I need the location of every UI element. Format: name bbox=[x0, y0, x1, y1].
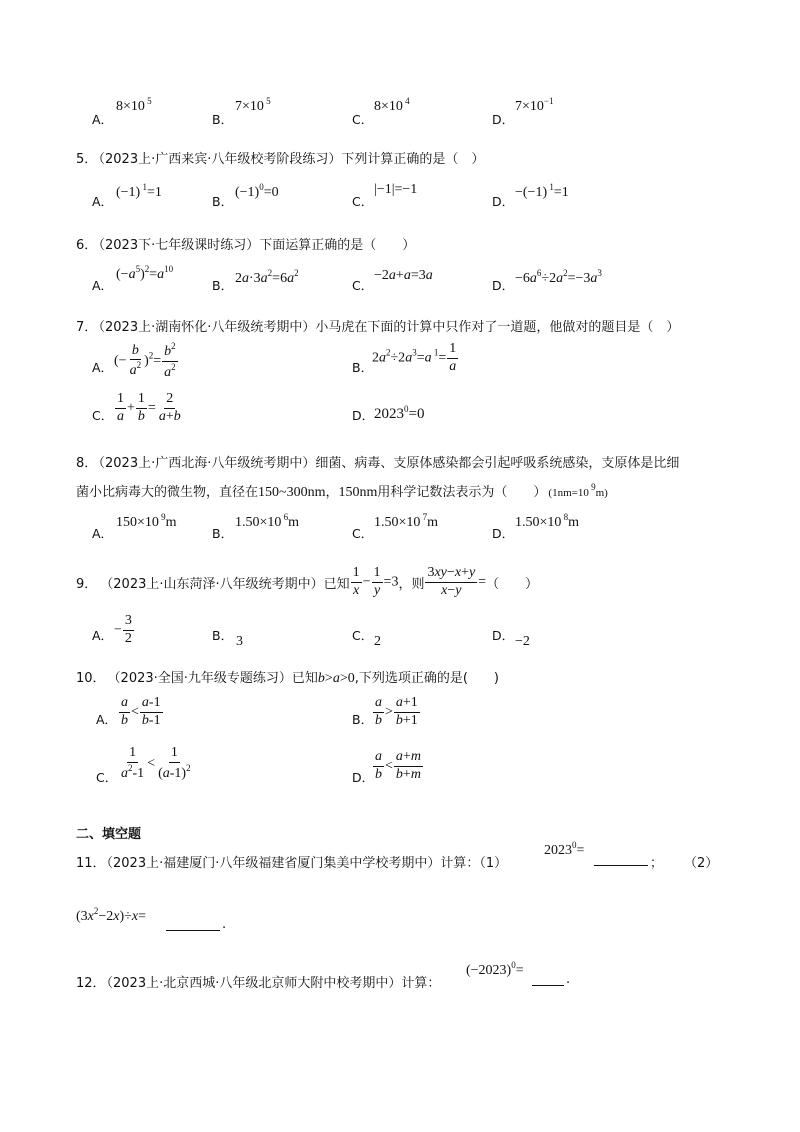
q6-option-b-math: $2a\cdot 3a^2=6a^2$ bbox=[235, 268, 299, 286]
q9-option-a-math: − $\frac{3}{2}$ bbox=[114, 613, 132, 646]
q7-text: （2023上·湖南怀化·八年级统考期中）小马虎在下面的计算中只作对了一道题，他做对的题目是（ ） bbox=[92, 320, 680, 335]
q7-option-d-math: $2023^0=0$ bbox=[374, 404, 425, 422]
q9-option-b-label: B． bbox=[212, 628, 234, 643]
q9-text-b: ，则 bbox=[398, 576, 425, 592]
q5-option-b-math: $(-1)^0=0$ bbox=[235, 182, 279, 200]
q6-option-c-math: −2a+a=3a bbox=[374, 268, 433, 283]
q5-option-a-label: A． bbox=[92, 194, 114, 209]
q5-option-d-label: D． bbox=[492, 194, 515, 209]
q12-text: （2023上·北京西城·八年级北京师大附中校考期中）计算： bbox=[100, 976, 441, 991]
q11-text: （2023上·福建厦门·八年级福建省厦门集美中学校考期中）计算：（1） bbox=[100, 856, 508, 871]
q8-option-a-math: 150×10 $^9$m bbox=[116, 512, 177, 530]
q10-stem bbox=[76, 667, 499, 687]
q7-option-d-label: D． bbox=[352, 408, 375, 423]
q11-part1-answer-blank[interactable] bbox=[594, 852, 648, 866]
q4-option-b-label: B． bbox=[212, 112, 234, 127]
q11-part2-answer-blank[interactable] bbox=[166, 917, 220, 931]
q8-range-math: 150~300nm bbox=[258, 485, 326, 500]
q4-option-a-math: 8×10 $^5$ bbox=[116, 96, 152, 114]
q6-option-c-label: C． bbox=[352, 278, 374, 293]
q7-option-a-label: A． bbox=[92, 360, 114, 375]
q8-option-b-math: 1.50×10 $^6$m bbox=[235, 512, 300, 530]
q6-option-b-label: B． bbox=[212, 278, 234, 293]
q10-option-b-math: $\frac{a}{b}$ > $\frac{a+1}{b+1}$ bbox=[375, 695, 418, 728]
q7-number: 7． bbox=[76, 320, 98, 335]
q9-option-d-label: D． bbox=[492, 628, 515, 643]
q4-option-c-math: 8×10 $^4$ bbox=[374, 96, 410, 114]
q8-option-d-math: 1.50×10 $^8$m bbox=[515, 512, 580, 530]
q11-part1-math: $2023^0=$ bbox=[544, 840, 585, 858]
q8-text-line2 bbox=[76, 481, 608, 501]
q11-number: 11． bbox=[76, 856, 106, 871]
q9-stem bbox=[76, 566, 538, 598]
q5-option-b-label: B． bbox=[212, 194, 234, 209]
q9-condition-math: $\frac{1}{x}$ − $\frac{1}{y}$ =3 bbox=[352, 565, 399, 598]
q6-option-a-math: $(-a^5)^2=a^{10}$ bbox=[116, 264, 174, 282]
q11-end: . bbox=[222, 917, 227, 932]
q9-option-b-math: 3 bbox=[236, 634, 243, 649]
q10-text-a: （2023·全国·九年级专题练习）已知 bbox=[107, 671, 318, 686]
q5-number: 5． bbox=[76, 152, 98, 167]
q12-answer-blank[interactable] bbox=[532, 972, 564, 986]
q12-end: . bbox=[566, 972, 571, 987]
q9-text-c: （ ） bbox=[486, 576, 539, 592]
q8-number: 8． bbox=[76, 456, 98, 471]
q8-option-c-math: 1.50×10 $^7$m bbox=[374, 512, 439, 530]
q11-part2-label: （2） bbox=[684, 856, 719, 871]
q8-unit-hint-math: (1nm=10 $^9$m) bbox=[548, 482, 608, 499]
q4-option-d-math: $7\times 10^{-1}$ bbox=[515, 96, 554, 114]
q9-text-a: （2023上·山东菏泽·八年级统考期中）已知 bbox=[100, 576, 350, 592]
q10-condition-math: b>a>0 bbox=[317, 671, 355, 686]
q6-option-a-label: A． bbox=[92, 278, 114, 293]
q10-text-b: ,下列选项正确的是( ) bbox=[354, 671, 499, 686]
q8-text-line2-a: 菌小比病毒大的微生物，直径在 bbox=[76, 485, 259, 500]
q7-option-c-math: $\frac{1}{a}$ + $\frac{1}{b}$ = $\frac{2}{a+b}$ bbox=[117, 391, 181, 424]
q11-part2-math: $(3x^2-2x)\div x=$ bbox=[76, 906, 146, 924]
q6-option-d-label: D． bbox=[492, 278, 515, 293]
q10-option-c-label: C． bbox=[96, 770, 118, 785]
q8-text-line1: （2023上·广西北海·八年级统考期中）细菌、病毒、支原体感染都会引起呼吸系统感染，支原体是比细 bbox=[92, 456, 680, 471]
q9-option-a-label: A． bbox=[92, 628, 114, 643]
q4-option-b-math: 7×10 $^5$ bbox=[235, 96, 271, 114]
q10-option-a-label: A． bbox=[96, 712, 118, 727]
q9-option-d-math: −2 bbox=[515, 634, 530, 649]
q5-option-c-math: |−1|=−1 bbox=[374, 182, 418, 197]
q4-option-a-label: A． bbox=[92, 112, 114, 127]
q4-option-d-label: D． bbox=[492, 112, 515, 127]
q8-option-d-label: D． bbox=[492, 526, 515, 541]
q8-text-line2-b: ， bbox=[325, 485, 339, 500]
q12-number: 12． bbox=[76, 976, 106, 991]
q7-option-b-label: B． bbox=[352, 360, 374, 375]
q8-value-math: 150nm bbox=[338, 485, 378, 500]
q6-option-d-math: $-6a^6\div 2a^2=-3a^3$ bbox=[515, 268, 602, 286]
q9-option-c-label: C． bbox=[352, 628, 374, 643]
q8-option-a-label: A． bbox=[92, 526, 114, 541]
q6-text: （2023下·七年级课时练习）下面运算正确的是（ ） bbox=[92, 238, 416, 253]
q10-option-a-math: $\frac{a}{b}$ < $\frac{a-1}{b-1}$ bbox=[121, 695, 161, 728]
q10-option-b-label: B． bbox=[352, 712, 374, 727]
q6-number: 6． bbox=[76, 238, 98, 253]
q11-separator: ； bbox=[650, 856, 664, 871]
q10-number: 10． bbox=[76, 671, 106, 686]
q9-expression-math: $\frac{3xy-x+y}{x-y}$ = bbox=[427, 565, 487, 598]
q10-option-d-label: D． bbox=[352, 770, 375, 785]
q7-option-b-math: $2a^2\div 2a^3=a$ $^1$= $\frac{1}{a}$ bbox=[372, 341, 457, 374]
q5-option-c-label: C． bbox=[352, 194, 374, 209]
q7-option-c-label: C． bbox=[92, 408, 114, 423]
section-title-fill-in: 二、填空题 bbox=[76, 827, 142, 842]
q5-text: （2023上·广西来宾·八年级校考阶段练习）下列计算正确的是（ ） bbox=[92, 152, 485, 167]
q8-text-line2-c: 用科学记数法表示为（ ） bbox=[377, 485, 547, 500]
q7-option-a-math: (− $\frac{b}{a^2}$ )$^2$= $\frac{b^2}{a^2}$ bbox=[114, 341, 176, 380]
q5-option-a-math: (−1) $^1$=1 bbox=[116, 182, 162, 200]
q8-option-b-label: B． bbox=[212, 526, 234, 541]
q8-option-c-label: C． bbox=[352, 526, 374, 541]
q9-number: 9． bbox=[76, 576, 98, 592]
q10-option-c-math: $\frac{1}{a^2-1}$ < $\frac{1}{(a-1)^2}$ bbox=[121, 745, 191, 781]
q5-option-d-math: −(−1) $^1$=1 bbox=[515, 182, 569, 200]
q4-option-c-label: C． bbox=[352, 112, 374, 127]
q12-math: $(-2023)^0=$ bbox=[466, 960, 524, 978]
q10-option-d-math: $\frac{a}{b}$ < $\frac{a+m}{b+m}$ bbox=[375, 749, 421, 782]
q9-option-c-math: 2 bbox=[374, 634, 381, 649]
